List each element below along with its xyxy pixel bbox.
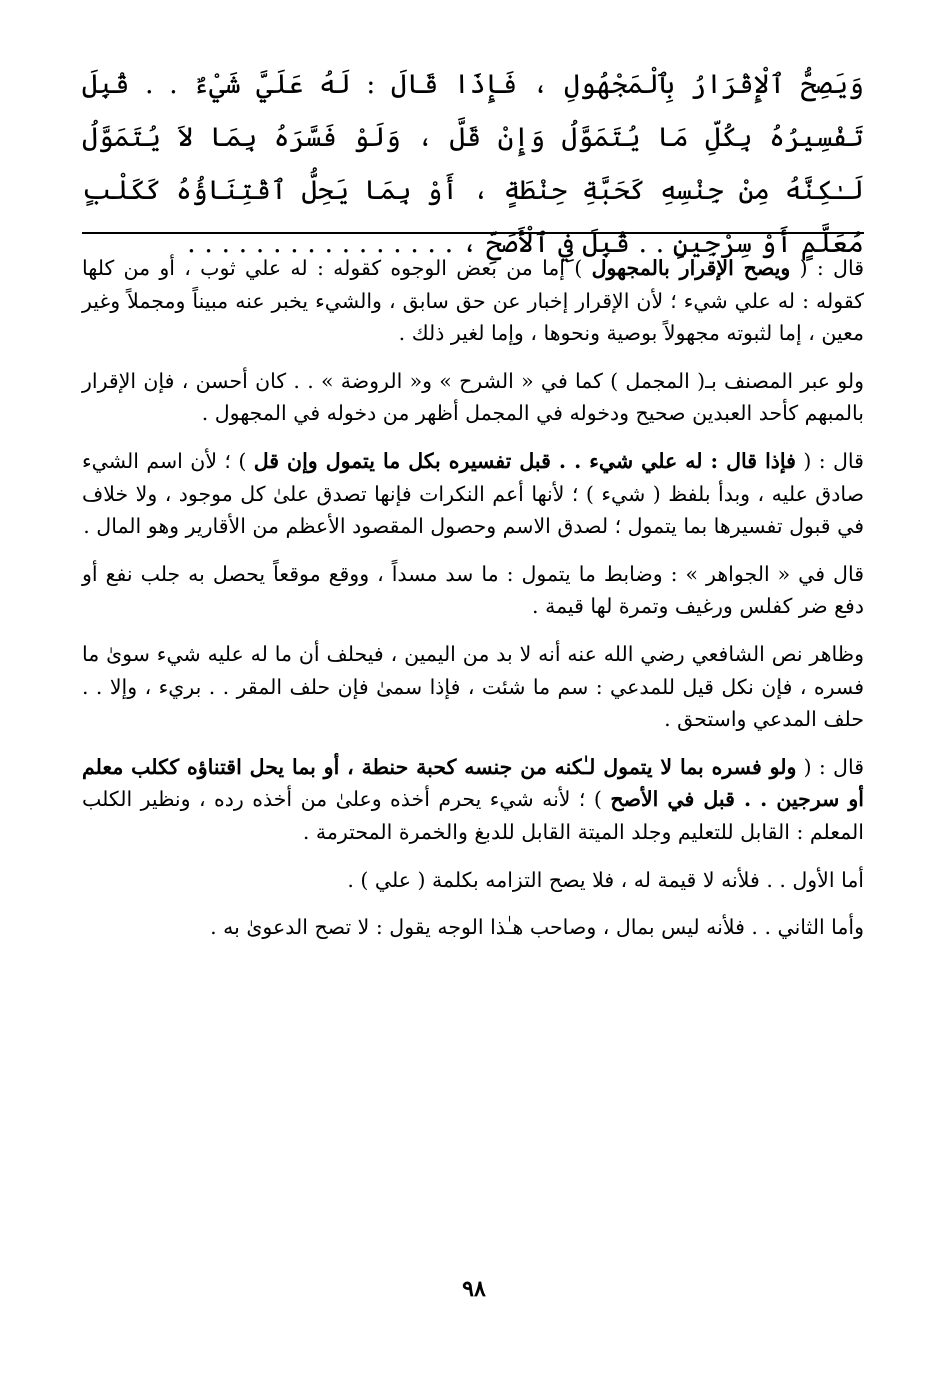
quoted-matn: ويصح الإقرار بالمجهول [591, 256, 791, 280]
paragraph-text: ) إما من بعض الوجوه كقوله : له علي ثوب ، أو من كلها كقوله : له علي شيء ؛ لأن الإقرار إخبار عن حق سابق ، والشيء يخبر عنه مبيناً ومجملاً وغير معين ، إما لثبوته مجهولاً بوصية ونحوها ، وإما لغير ذلك . [82, 256, 864, 346]
commentary-paragraph [82, 638, 864, 736]
matn-text: وَيَصِحُّ ٱلْإِقْرَارُ بِٱلْمَجْهُولِ ، فَإِذَا قَالَ : لَهُ عَلَيَّ شَيْءٌ . . قُبِلَ تَفْسِيرُهُ بِكُلِّ مَا يُتَمَوَّلُ وَإِنْ قَلَّ ، وَلَوْ فَسَّرَهُ بِمَا لاَ يُتَمَوَّلُ لَـٰكِنَّهُ مِنْ جِنْسِهِ كَحَبَّةِ حِنْطَةٍ ، أَوْ بِمَا يَحِلُّ ٱقْتِنَاؤُهُ كَكَلْبٍ مُعَلَّمٍ أَوْ سِرْجِينٍ . . قُبِلَ فِي ٱلْأَصَحِّ ، . . . . . . . . . . . . . . . . [82, 69, 864, 259]
commentary-paragraph [82, 445, 864, 543]
quoted-matn: ولو فسره بما لا يتمول لـٰكنه من جنسه كحبة حنطة ، أو بما يحل اقتناؤه ككلب معلم أو سرجين . . قبل في الأصح [82, 754, 864, 812]
commentary-paragraph [82, 365, 864, 430]
paragraph-text: ولو عبر المصنف بـ( المجمل ) كما في « الشرح » و« الروضة » . . كان أحسن ، فإن الإقرار بالمبهم كأحد العبدين صحيح ودخوله في المجمل أظهر من دخوله في المجهول . [82, 368, 864, 426]
commentary-paragraph [82, 558, 864, 623]
commentary-paragraph [82, 864, 864, 897]
paragraph-text: أما الأول . . فلأنه لا قيمة له ، فلا يصح التزامه بكلمة ( علي ) . [347, 867, 864, 892]
paragraph-lead: قال : ( [795, 448, 864, 473]
quoted-matn: فإذا قال : له علي شيء . . قبل تفسيره بكل ما يتمول وإن قل [253, 448, 796, 473]
paragraph-text: وأما الثاني . . فلأنه ليس بمال ، وصاحب هـٰذا الوجه يقول : لا تصح الدعوىٰ به . [210, 915, 864, 940]
paragraph-text: وظاهر نص الشافعي رضي الله عنه أنه لا بد من اليمين ، فيحلف أن ما له عليه شيء سوىٰ ما فسره ، فإن نكل قيل للمدعي : سم ما شئت ، فإذا سمىٰ فإن حلف المقر . . بريء ، وإلا . . حلف المدعي واستحق . [82, 641, 864, 732]
commentary-paragraph [82, 751, 864, 849]
paragraph-text: ) ؛ لأن اسم الشيء صادق عليه ، وبدأ بلفظ ( شيء ) ؛ لأنها أعم النكرات فإنها تصدق علىٰ كل موجود ، ولا خلاف في قبول تفسيرها بما يتمول ؛ لصدق الاسم وحصول المقصود الأعظم من الأقارير وهو المال . [82, 448, 864, 539]
paragraph-lead: قال : ( [796, 754, 864, 779]
commentary [82, 252, 864, 959]
paragraph-text: قال في « الجواهر » : وضابط ما يتمول : ما سد مسداً ، ووقع موقعاً يحصل به جلب نفع أو دفع ضر كفلس ورغيف وتمرة لها قيمة . [82, 561, 864, 619]
page-number: ٩٨ [462, 1276, 486, 1302]
paragraph-lead: قال : ( [790, 256, 864, 280]
divider-line [82, 232, 864, 234]
commentary-paragraph [82, 911, 864, 944]
commentary-paragraph [82, 252, 864, 350]
paragraph-text: ) ؛ لأنه شيء يحرم أخذه وعلىٰ من أخذه رده ، ونظير الكلب المعلم : القابل للتعليم وجلد الميتة القابل للدبغ والخمرة المحترمة . [82, 787, 864, 844]
